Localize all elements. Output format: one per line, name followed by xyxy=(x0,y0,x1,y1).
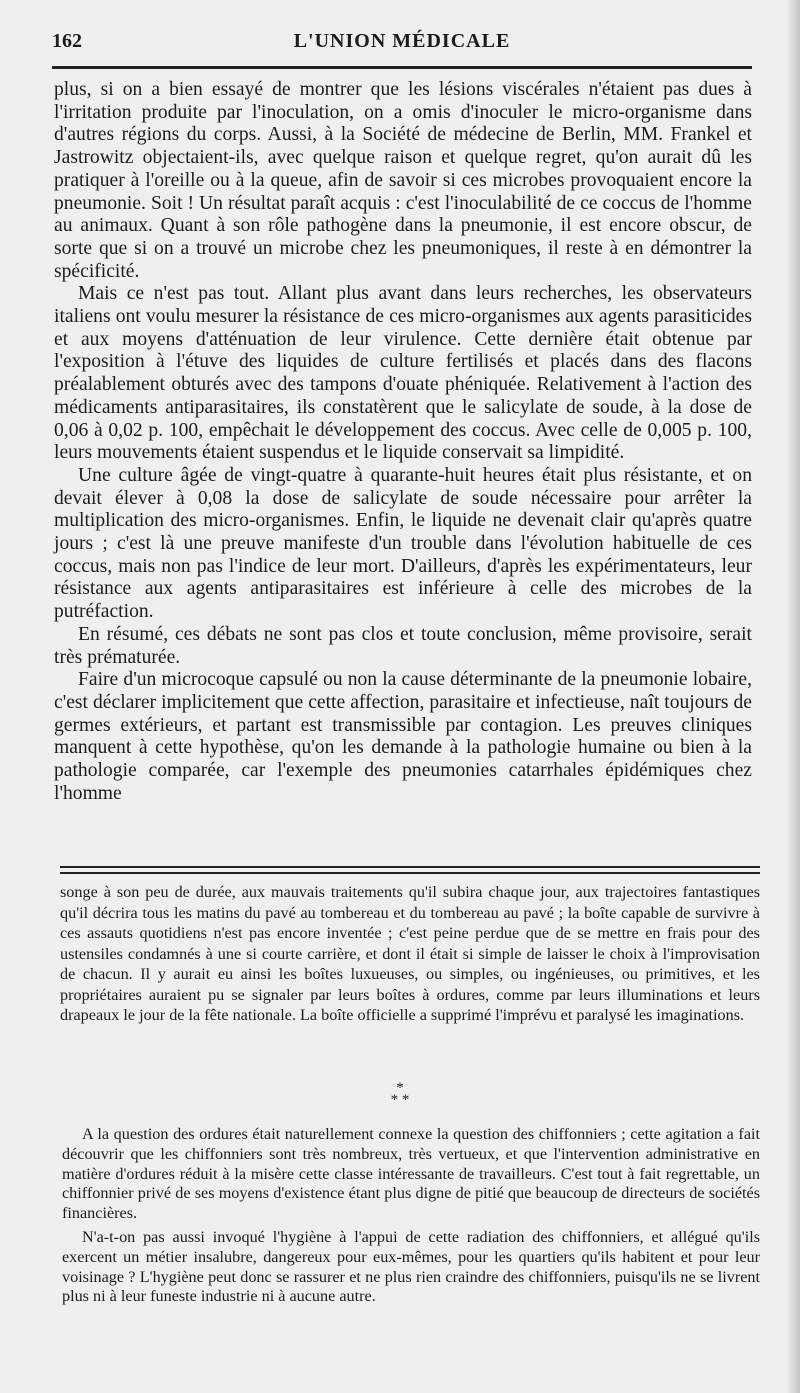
running-title: L'UNION MÉDICALE xyxy=(293,30,511,52)
main-paragraph-3: Une culture âgée de vingt-quatre à quarante-huit heures était plus résistante, et on devait élever à 0,08 la dose de salicylate de soude nécessaire pour arrêter la multiplication des micro-organismes. Enfin, le liquide ne devenait clair qu'après quatre jours ; c'est là une preuve manifeste d'un trouble dans l'évolution habituelle de ces coccus, mais non pas l'indice de leur mort. D'ailleurs, d'après les expérimentateurs, leur résistance aux agents antiparasitaires est inférieure à celle des microbes de la putréfaction. xyxy=(54,464,752,623)
main-paragraph-1: plus, si on a bien essayé de montrer que les lésions viscérales n'étaient pas dues à l'irritation produite par l'inoculation, on a omis d'inoculer le micro-organisme dans d'autres régions du corps. Aussi, à la Société de médecine de Berlin, MM. Frankel et Jastrowitz objectaient-ils, avec quelque raison et quelque regret, qu'on aurait dû les pratiquer à l'oreille ou à la queue, afin de savoir si ces microbes provoquaient encore la pneumonie. Soit ! Un résultat paraît acquis : c'est l'inoculabilité de ce coccus de l'homme au animaux. Quant à son rôle pathogène dans la pneumonie, il est encore obscur, de sorte que si on a trouvé un microbe chez les pneumoniques, il reste à en démontrer la spécificité. xyxy=(54,79,752,282)
asterism xyxy=(0,1082,800,1106)
feuilleton-text xyxy=(60,882,760,1026)
main-paragraph-4: En résumé, ces débats ne sont pas clos et toute conclusion, même provisoire, serait très prématurée. xyxy=(54,623,752,668)
main-paragraph-5: Faire d'un microcoque capsulé ou non la cause déterminante de la pneumonie lobaire, c'est déclarer implicitement que cette affection, parasitaire et infectieuse, naît toujours de germes extérieurs, et partant est transmissible par contagion. Les preuves cliniques manquent à cette hypothèse, qu'on les demande à la pathologie humaine ou bien à la pathologie comparée, car l'exemple des pneumonies catarrhales épidémiques chez l'homme xyxy=(54,669,752,804)
asterism-bottom: * * xyxy=(390,1092,410,1108)
feuilleton-paragraph-3: N'a-t-on pas aussi invoqué l'hygiène à l'appui de cette radiation des chiffonniers, et allégué qu'ils exercent un métier insalubre, dangereux pour eux-mêmes, pour les quartiers qu'ils habitent et pour leur voisinage ? L'hygiène peut donc se rassurer et ne plus rien craindre des chiffonniers, puisqu'ils ne se livrent plus ni à leur funeste industrie ni à aucune autre. xyxy=(62,1227,760,1306)
page-edge-shadow xyxy=(786,0,800,1393)
page-header xyxy=(52,28,752,58)
feuilleton-paragraph-1: songe à son peu de durée, aux mauvais traitements qu'il subira chaque jour, aux trajectoires fantastiques qu'il décrira tous les matins du pavé au tombereau et du tombereau au pavé ; la boîte capable de survivre à ces assauts quotidiens n'est pas encore inventée ; c'est peine perdue que de se mettre en frais pour des ustensiles condamnés à une si courte carrière, et dont il était si simple de laisser le choix à l'improvisation de chacun. Il y aurait eu ainsi les boîtes luxueuses, ou simples, ou ingénieuses, ou primitives, et les propriétaires auraient pu se signaler par leurs boîtes à ordures, comme par leurs illuminations et leurs drapeaux le jour de la fête nationale. La boîte officielle a supprimé l'imprévu et paralysé les imaginations. xyxy=(60,883,760,1024)
feuilleton-text-continued xyxy=(62,1125,760,1307)
feuilleton-separator xyxy=(60,866,760,874)
main-paragraph-2: Mais ce n'est pas tout. Allant plus avant dans leurs recherches, les observateurs italiens ont voulu mesurer la résistance de ces micro-organismes aux agents parasiticides et aux moyens d'atténuation de leur virulence. Cette dernière était obtenue par l'exposition à l'étuve des liquides de culture fertilisés et placés dans des flacons préalablement obturés avec des tampons d'ouate phéniquée. Relativement à l'action des médicaments antiparasitaires, ils constatèrent que le salicylate de soude, à la dose de 0,06 à 0,02 p. 100, empêchait le développement des coccus. Avec celle de 0,005 p. 100, leurs mouvements étaient suspendus et le liquide conservait sa limpidité. xyxy=(54,283,752,464)
feuilleton-paragraph-2: A la question des ordures était naturellement connexe la question des chiffonniers ; cette agitation a fait découvrir que les chiffonniers sont très nombreux, très vertueux, et que l'intervention administrative en matière d'ordures réduit à la misère cette classe intéressante de travailleurs. C'est tout à fait regrettable, un chiffonnier privé de ses moyens d'existence étant plus digne de pitié que beaucoup de directeurs de sociétés financières. xyxy=(62,1125,760,1223)
header-rule xyxy=(52,66,752,69)
page-number: 162 xyxy=(52,30,82,52)
asterism-top: * xyxy=(396,1080,404,1096)
main-article-text xyxy=(54,79,752,806)
